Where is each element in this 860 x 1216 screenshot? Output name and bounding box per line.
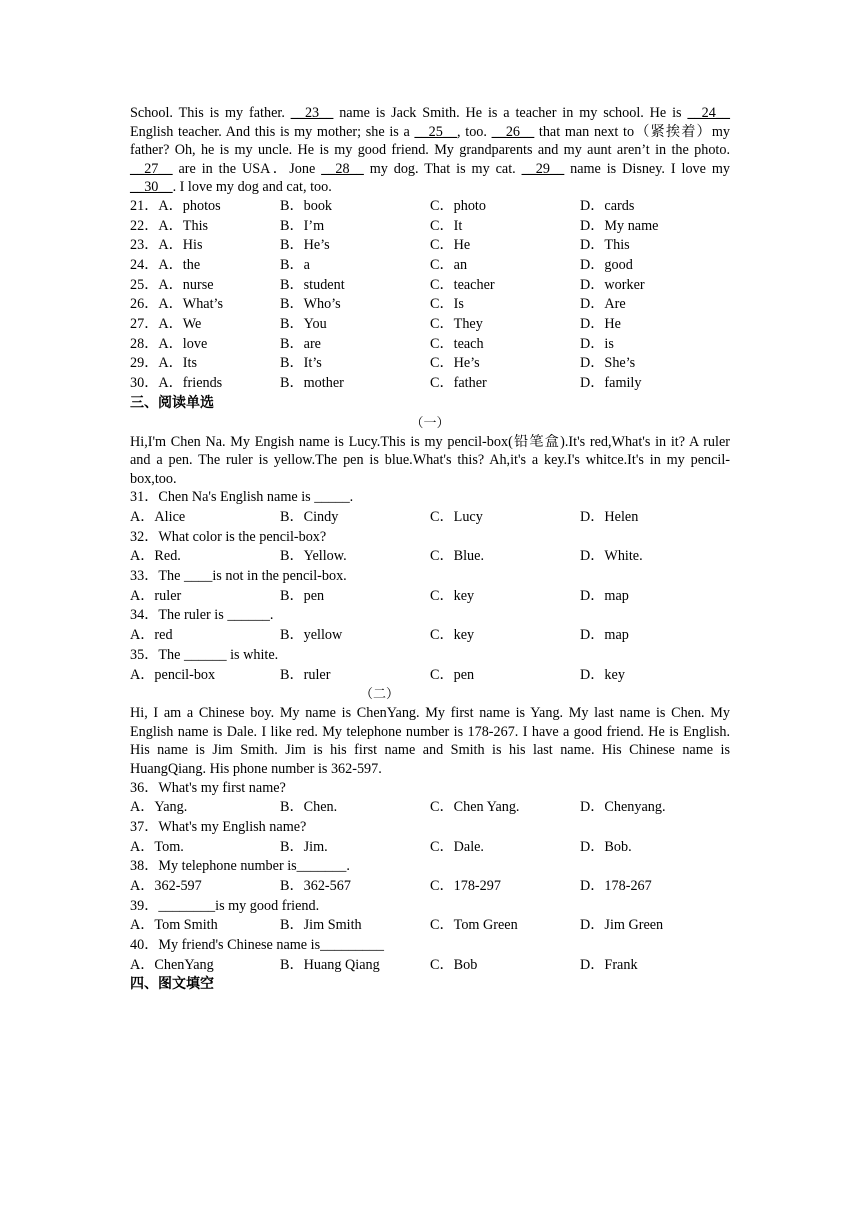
option-d[interactable]: D．family [580,375,642,392]
option-row [130,838,730,858]
option-b[interactable]: B．student [280,276,345,293]
option-a[interactable]: 24．A．the [130,257,201,274]
option-row [130,877,730,897]
cloze-question-row [130,197,730,217]
option-c[interactable]: C．photo [430,197,486,214]
blank-30: __30__ [130,179,173,196]
option-b[interactable]: B．Cindy [280,509,339,525]
option-a[interactable]: 27．A．We [130,316,202,333]
option-d[interactable]: D．This [580,237,630,254]
blank-23: __23__ [290,105,334,121]
option-c[interactable]: C．He [430,237,471,254]
option-c[interactable]: C．Chen Yang. [430,799,520,816]
question-stem: 35．The ______ is white. [130,646,279,663]
option-b[interactable]: B．362-567 [280,878,351,894]
option-row [130,547,730,567]
option-a[interactable]: A．Yang. [130,799,188,816]
option-c[interactable]: C．He’s [430,355,480,372]
option-row [130,956,730,976]
question-stem: 39．________is my good friend. [130,897,320,914]
option-c[interactable]: C．pen [430,666,475,683]
passage-label-1: （一） [410,415,450,431]
option-a[interactable]: A．Alice [130,509,186,525]
option-c[interactable]: C．father [430,375,487,392]
option-a[interactable]: A．red [130,627,173,644]
blank-24: __24__ [687,105,731,121]
cloze-question-row [130,354,730,374]
option-a[interactable]: A．Tom Smith [130,917,218,934]
option-c[interactable]: C．Dale. [430,838,484,855]
passage-text: , too. [457,123,492,140]
option-b[interactable]: B．yellow [280,627,343,644]
option-b[interactable]: B．He’s [280,237,330,254]
question-stem: 33．The ____is not in the pencil-box. [130,568,347,585]
option-b[interactable]: B．Yellow. [280,548,347,565]
section-title-reading: 三、阅读单选 [130,394,214,411]
option-b[interactable]: B．pen [280,587,325,604]
question-stem: 31．Chen Na's English name is _____. [130,489,354,506]
blank-25: __25__ [414,123,458,140]
passage-text: name is Disney. I love my [564,160,730,177]
option-d[interactable]: D．key [580,666,625,683]
option-b[interactable]: B．mother [280,375,344,392]
option-d[interactable]: D．178-267 [580,878,652,894]
passage-text: are in the USA．Jone [172,160,322,177]
option-row [130,587,730,607]
option-d[interactable]: D．cards [580,197,635,214]
option-d[interactable]: D．map [580,587,629,604]
option-c[interactable]: C．Bob [430,956,478,973]
cloze-question-row [130,374,730,394]
cloze-question-row [130,335,730,355]
question-stem: 36．What's my first name? [130,779,286,796]
option-row [130,916,730,936]
option-b[interactable]: B．I’m [280,217,325,234]
option-a[interactable]: 22．A．This [130,217,209,234]
option-a[interactable]: 25．A．nurse [130,276,214,293]
option-c[interactable]: C．an [430,257,468,274]
option-row [130,626,730,646]
option-a[interactable]: A．ChenYang [130,956,214,973]
option-c[interactable]: C．Is [430,296,464,313]
option-row [130,666,730,686]
cloze-question-row [130,256,730,276]
option-a[interactable]: A．362-597 [130,878,202,894]
cloze-options [130,197,730,394]
option-b[interactable]: B．ruler [280,666,331,683]
option-b[interactable]: B．Jim. [280,838,328,855]
reading-2-questions [130,779,730,976]
option-a[interactable]: A．Red. [130,548,181,565]
blank-27: __27__ [130,160,173,177]
passage-text: my dog. That is my cat. [363,160,522,177]
option-d[interactable]: D．Helen [580,509,639,525]
reading-passage-1: Hi,I'm Chen Na. My Engish name is Lucy.This is my pencil-box(铅笔盒).It's red,What's in it? A ruler and a pen. The ruler is yellow.The pen is blue.What's this? Ah,it's a key.I's whitce.It's in my pencil-box,too. [130,433,730,487]
question-stem: 40．My friend's Chinese name is_________ [130,937,384,954]
option-d[interactable]: D．map [580,627,629,644]
option-a[interactable]: 29．A．Its [130,355,197,372]
option-a[interactable]: 23．A．His [130,237,203,254]
option-a[interactable]: A．ruler [130,587,182,604]
option-d[interactable]: D．Are [580,296,626,313]
option-c[interactable]: C．key [430,587,475,604]
option-a[interactable]: 26．A．What’s [130,296,223,313]
option-c[interactable]: C．178-297 [430,878,501,894]
option-c[interactable]: C．teacher [430,276,495,293]
cloze-passage [130,104,730,197]
option-d[interactable]: D．worker [580,276,645,293]
reading-1-questions [130,488,730,685]
option-c[interactable]: C．Tom Green [430,917,518,934]
option-d[interactable]: D．My name [580,217,659,234]
option-c[interactable]: C．Lucy [430,509,483,525]
cloze-question-row [130,315,730,335]
cloze-question-row [130,276,730,296]
option-c[interactable]: C．They [430,316,483,333]
question-stem: 38．My telephone number is_______. [130,858,350,875]
option-a[interactable]: A．pencil-box [130,666,216,683]
blank-26: __26__ [491,123,535,140]
option-d[interactable]: D．White. [580,548,643,565]
option-a[interactable]: 30．A．friends [130,375,223,392]
reading-passage-2: Hi, I am a Chinese boy. My name is ChenYang. My first name is Yang. My last name is Chen. My English name is Dale. I like red. My telephone number is 178-267. I have a good friend. He is English. His name is Jim Smith. Jim is his first name and Smith is his last name. His Chinese name is HuangQiang. His phone number is 362-597. [130,705,730,777]
option-b[interactable]: B．Huang Qiang [280,956,380,973]
option-c[interactable]: C．Blue. [430,548,484,565]
option-d[interactable]: D．Jim Green [580,917,664,934]
option-b[interactable]: B．Who’s [280,296,341,313]
option-b[interactable]: B．Chen. [280,799,338,816]
passage-label-2: （二） [360,687,400,703]
option-row [130,798,730,818]
option-d[interactable]: D．is [580,335,614,352]
passage-text: English teacher. And this is my mother; she is a [130,123,415,140]
cloze-question-row [130,236,730,256]
option-a[interactable]: 28．A．love [130,335,208,352]
blank-28: __28__ [321,160,364,177]
passage-text: name is Jack Smith. He is a teacher in my school. He is [333,105,688,121]
option-d[interactable]: D．good [580,257,633,274]
section-title-picture-cloze: 四、图文填空 [130,976,214,993]
blank-29: __29__ [521,160,565,177]
option-b[interactable]: B．Jim Smith [280,917,362,934]
option-d[interactable]: D．Chenyang. [580,799,666,816]
question-stem: 37．What's my English name? [130,818,307,835]
option-b[interactable]: B．book [280,197,333,214]
option-d[interactable]: D．Frank [580,956,638,973]
option-c[interactable]: C．key [430,627,475,644]
option-b[interactable]: B．It’s [280,355,322,372]
option-d[interactable]: D．He [580,316,621,333]
cloze-question-row [130,295,730,315]
option-b[interactable]: B．a [280,257,310,274]
option-a[interactable]: 21．A．photos [130,197,221,214]
passage-text: School. This is my father. [130,105,291,121]
question-stem: 34．The ruler is ______. [130,607,274,624]
option-b[interactable]: B．are [280,335,321,352]
passage-text: that man next to（紧挨着）my father? Oh, he is my uncle. He is my good friend. My grandparents and my aunt aren’t in the photo. [130,123,730,159]
exam-page [130,104,730,995]
cloze-question-row [130,217,730,237]
option-b[interactable]: B．You [280,316,327,333]
option-d[interactable]: D．She’s [580,355,636,372]
option-a[interactable]: A．Tom. [130,838,184,855]
option-c[interactable]: C．teach [430,335,484,352]
passage-text: . I love my dog and cat, too. [172,179,332,196]
option-d[interactable]: D．Bob. [580,838,632,855]
option-c[interactable]: C．It [430,217,463,234]
question-stem: 32．What color is the pencil-box? [130,528,327,545]
option-row [130,508,730,528]
